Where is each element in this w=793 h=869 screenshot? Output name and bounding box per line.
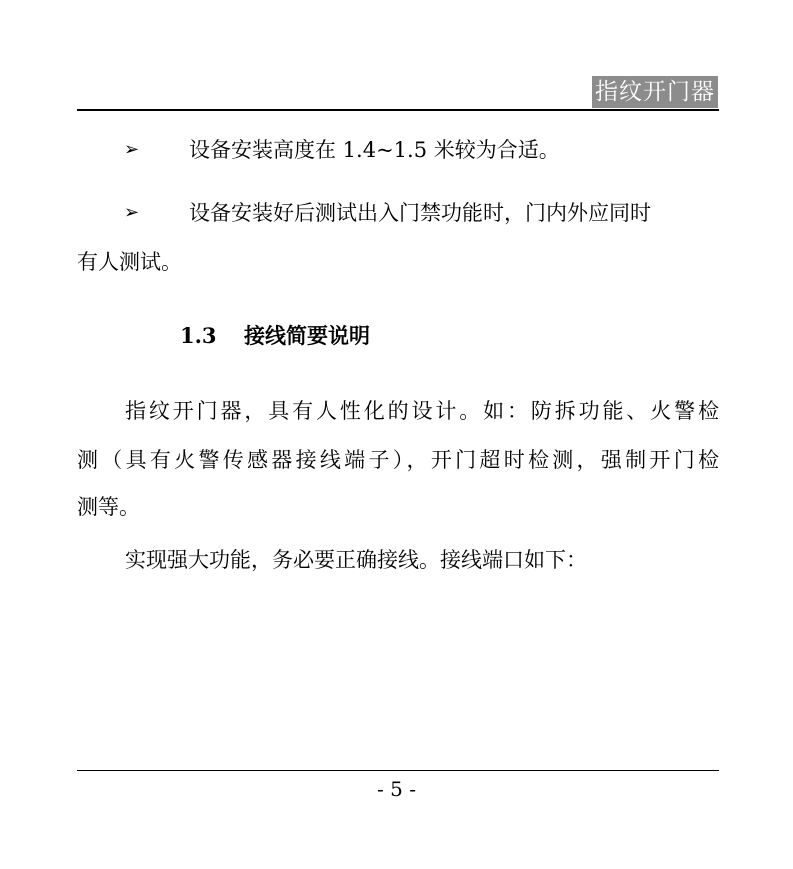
bullet-item-test-line1: 设备安装好后测试出入门禁功能时，门内外应同时 — [189, 201, 651, 225]
paragraph-2-line-1: 实现强大功能，务必要正确接线。接线端口如下： — [125, 548, 587, 572]
header-divider — [77, 109, 719, 111]
bullet-item-test-line2: 有人测试。 — [77, 250, 182, 274]
header-title: 指纹开门器 — [592, 76, 718, 108]
section-heading — [180, 322, 370, 350]
bullet-item-install-height: 设备安装高度在 1.4~1.5 米较为合适。 — [189, 138, 560, 162]
section-title: 接线简要说明 — [244, 323, 370, 348]
paragraph-1-line-2: 测（具有火警传感器接线端子），开门超时检测，强制开门检 — [77, 448, 719, 472]
paragraph-1-line-1: 指纹开门器，具有人性化的设计。如：防拆功能、火警检 — [125, 399, 719, 423]
footer-divider — [77, 770, 719, 771]
arrow-bullet-icon: ➢ — [124, 202, 140, 223]
paragraph-1-line-3: 测等。 — [77, 495, 140, 519]
section-number: 1.3 — [180, 323, 217, 348]
page-number: - 5 - — [377, 777, 416, 801]
arrow-bullet-icon: ➢ — [124, 139, 140, 160]
